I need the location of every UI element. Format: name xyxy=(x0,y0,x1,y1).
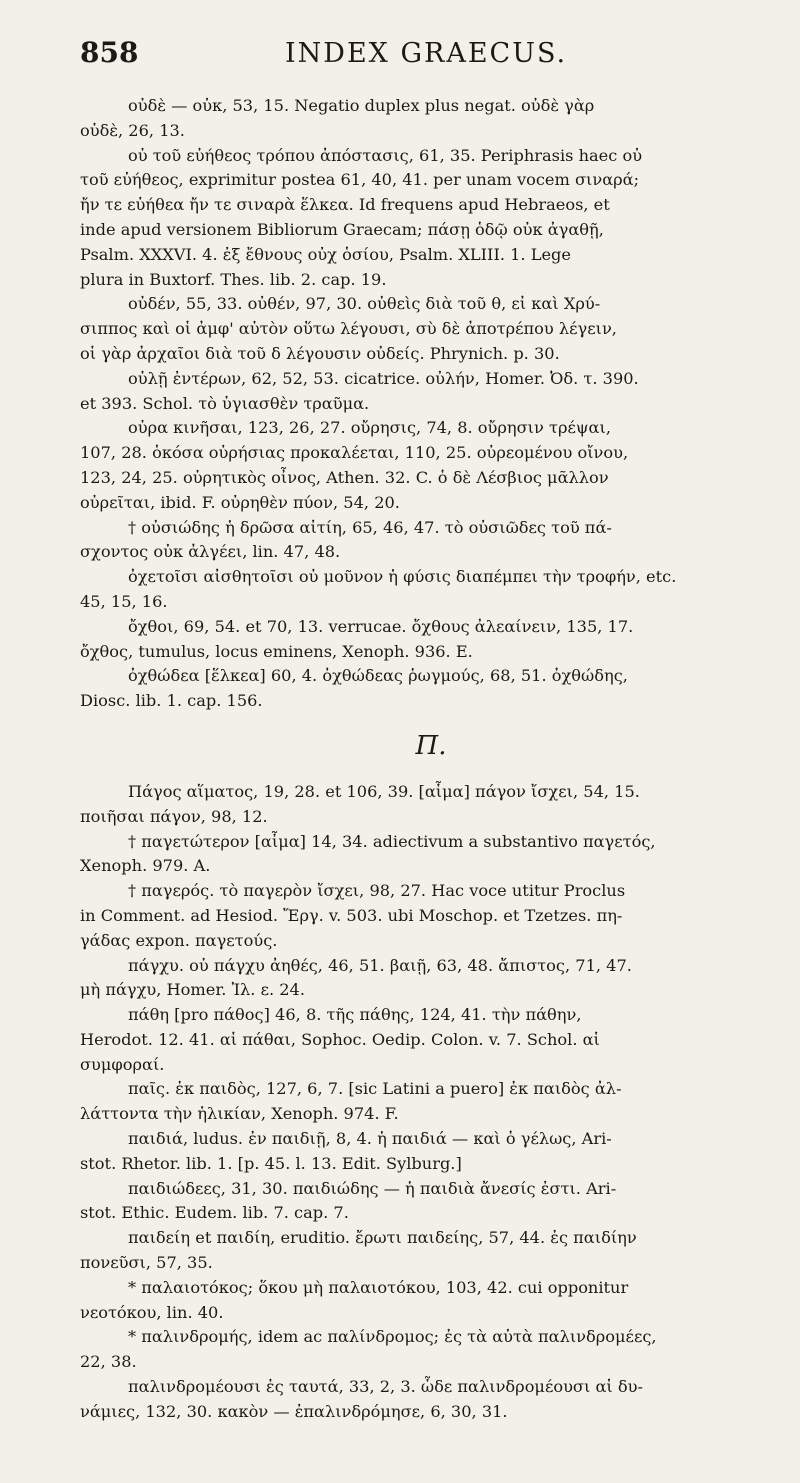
index-line: Xenoph. 979. A. xyxy=(80,856,211,876)
index-line: οἱ γὰρ ἀρχαῖοι διὰ τοῦ δ λέγουσιν οὐδείς. Phrynich. p. 30. xyxy=(80,343,560,363)
index-line: παιδείη et παιδίη, eruditio. ἔρωτι παιδείης, 57, 44. ἐς παιδίην xyxy=(128,1228,637,1248)
index-line: ὄχθος, tumulus, locus eminens, Xenoph. 936. E. xyxy=(80,641,473,661)
page-number: 858 xyxy=(80,36,139,69)
index-line: * παλινδρομής, idem ac παλίνδρομος; ἐς τὰ αὐτὰ παλινδρομέες, xyxy=(128,1327,657,1347)
index-line: † οὐσιώδης ἡ δρῶσα αἰτίη, 65, 46, 47. τὸ οὐσιῶδες τοῦ πά- xyxy=(128,517,612,537)
index-line: stot. Ethic. Eudem. lib. 7. cap. 7. xyxy=(80,1203,349,1223)
index-line: παῖς. ἐκ παιδὸς, 127, 6, 7. [sic Latini a puero] ἐκ παιδὸς ἀλ- xyxy=(128,1079,622,1099)
section-omicron-entries xyxy=(80,94,782,714)
index-line: οὐδέν, 55, 33. οὐθέν, 97, 30. οὐθεὶς διὰ τοῦ θ, εἰ καὶ Χρύ- xyxy=(128,294,601,314)
index-line: συμφοραί. xyxy=(80,1054,165,1074)
index-line: νάμιες, 132, 30. κακὸν — ἐπαλινδρόμησε, 6, 30, 31. xyxy=(80,1401,508,1421)
index-line: ὀχετοῖσι αἰσθητοῖσι οὐ μοῦνον ἡ φύσις διαπέμπει τὴν τροφήν, etc. xyxy=(128,567,677,587)
section-pi-entries xyxy=(80,780,782,1425)
index-line: stot. Rhetor. lib. 1. [p. 45. l. 13. Edit. Sylburg.] xyxy=(80,1153,462,1173)
index-line: σχοντος οὐκ ἀλγέει, lin. 47, 48. xyxy=(80,542,341,562)
index-line: in Comment. ad Hesiod. Ἔργ. v. 503. ubi Moschop. et Tzetzes. πη- xyxy=(80,905,623,925)
index-line: et 393. Schol. τὸ ὑγιασθὲν τραῦμα. xyxy=(80,393,370,413)
index-line: † παγερός. τὸ παγερὸν ἴσχει, 98, 27. Hac voce utitur Proclus xyxy=(128,881,626,901)
index-line: νεοτόκου, lin. 40. xyxy=(80,1302,224,1322)
section-letter-heading: Π. xyxy=(415,730,447,761)
index-line: πονεῦσι, 57, 35. xyxy=(80,1253,213,1273)
index-line: inde apud versionem Bibliorum Graecam; πάσῃ ὁδῷ οὐκ ἀγαθῇ, xyxy=(80,219,604,239)
index-line: οὐδὲ — οὐκ, 53, 15. Negatio duplex plus negat. οὐδὲ γὰρ xyxy=(128,96,595,115)
index-line: 107, 28. ὁκόσα οὐρήσιας προκαλέεται, 110, 25. οὐρεομένου οἴνου, xyxy=(80,443,629,463)
index-line: γάδας expon. παγετούς. xyxy=(80,930,278,950)
index-line: plura in Buxtorf. Thes. lib. 2. cap. 19. xyxy=(80,269,387,289)
index-line: πάγχυ. οὐ πάγχυ ἀηθές, 46, 51. βαιῇ, 63, 48. ἄπιστος, 71, 47. xyxy=(128,955,632,975)
index-line: † παγετώτερον [αἷμα] 14, 34. adiectivum a substantivo παγετός, xyxy=(128,831,656,851)
index-line: οὐλῇ ἐντέρων, 62, 52, 53. cicatrice. οὐλήν, Homer. Ὀδ. τ. 390. xyxy=(128,368,639,388)
index-line: οὐδὲ, 26, 13. xyxy=(80,120,185,140)
index-line: ὀχθώδεα [ἕλκεα] 60, 4. ὀχθώδεας ῥωγμούς, 68, 51. ὀχθώδης, xyxy=(128,666,628,686)
running-head xyxy=(80,36,782,86)
index-line: μὴ πάγχυ, Homer. Ἰλ. ε. 24. xyxy=(80,980,305,1000)
page-title: INDEX GRAECUS. xyxy=(285,38,568,69)
index-line: Diosc. lib. 1. cap. 156. xyxy=(80,691,263,711)
index-line: * παλαιοτόκος; ὅκου μὴ παλαιοτόκου, 103, 42. cui opponitur xyxy=(128,1277,629,1297)
index-line: 123, 24, 25. οὐρητικὸς οἶνος, Athen. 32. C. ὁ δὲ Λέσβιος μᾶλλον xyxy=(80,467,609,487)
index-line: Πάγος αἵματος, 19, 28. et 106, 39. [αἷμα] πάγον ἴσχει, 54, 15. xyxy=(128,781,640,801)
index-line: οὐρεῖται, ibid. F. οὐρηθὲν πύον, 54, 20. xyxy=(80,492,400,512)
index-line: 45, 15, 16. xyxy=(80,591,168,611)
index-line: λάττοντα τὴν ἡλικίαν, Xenoph. 974. F. xyxy=(80,1104,399,1124)
index-line: Herodot. 12. 41. αἱ πάθαι, Sophoc. Oedip. Colon. v. 7. Schol. αἱ xyxy=(80,1029,600,1049)
index-line: ποιῆσαι πάγον, 98, 12. xyxy=(80,806,268,826)
index-line: παιδιά, ludus. ἐν παιδιῇ, 8, 4. ἡ παιδιά — καὶ ὁ γέλως, Ari- xyxy=(128,1129,612,1149)
index-line: Psalm. XXXVI. 4. ἐξ ἔθνους οὐχ ὁσίου, Psalm. XLIII. 1. Lege xyxy=(80,244,571,264)
index-line: σιππος καὶ οἱ ἀμφ' αὐτὸν οὕτω λέγουσι, σὺ δὲ ἀποτρέπου λέγειν, xyxy=(80,319,617,339)
index-line: οὐρα κινῆσαι, 123, 26, 27. οὔρησις, 74, 8. οὔρησιν τρέψαι, xyxy=(128,418,611,438)
index-line: πάθη [pro πάθος] 46, 8. τῆς πάθης, 124, 41. τὴν πάθην, xyxy=(128,1005,582,1025)
index-line: παλινδρομέουσι ἐς ταυτά, 33, 2, 3. ὧδε παλινδρομέουσι αἱ δυ- xyxy=(128,1377,643,1397)
index-line: ἤν τε εὐήθεα ἤν τε σιναρὰ ἕλκεα. Id frequens apud Hebraeos, et xyxy=(80,195,610,215)
index-line: οὐ τοῦ εὐήθεος τρόπου ἀπόστασις, 61, 35. Periphrasis haec οὐ xyxy=(128,145,643,165)
index-line: παιδιώδεες, 31, 30. παιδιώδης — ἡ παιδιὰ ἄνεσίς ἐστι. Ari- xyxy=(128,1178,617,1198)
index-line: 22, 38. xyxy=(80,1352,137,1372)
index-entries xyxy=(80,94,782,1425)
index-line: ὄχθοι, 69, 54. et 70, 13. verrucae. ὄχθους ἀλεαίνειν, 135, 17. xyxy=(128,616,634,636)
index-line: τοῦ εὐήθεος, exprimitur postea 61, 40, 41. per unam vocem σιναρά; xyxy=(80,170,640,190)
